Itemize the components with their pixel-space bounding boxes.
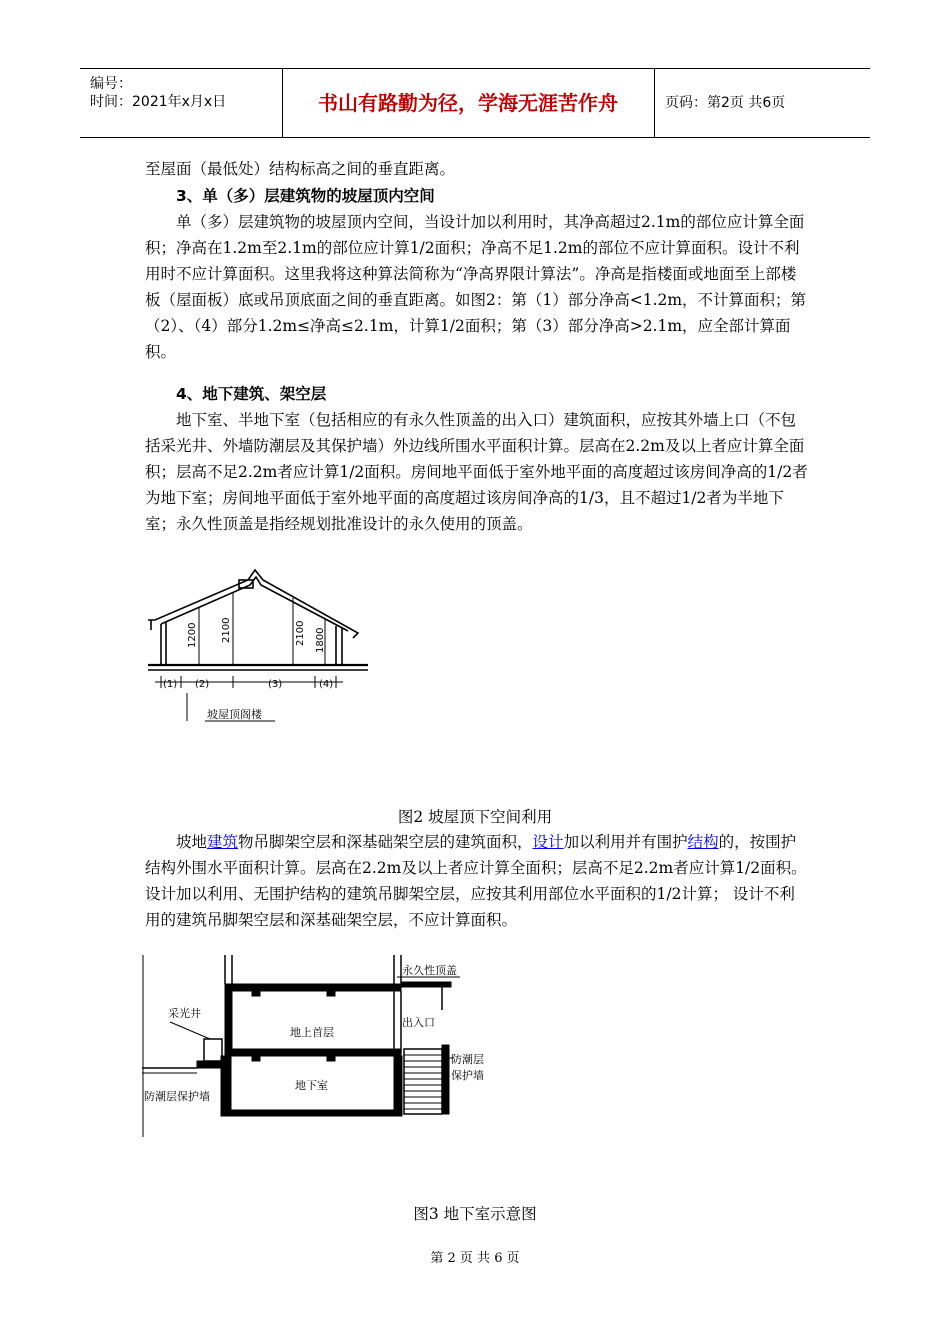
label-protective-wall: 保护墙 [451, 1069, 484, 1082]
para5-text-2: 物吊脚架空层和深基础架空层的建筑面积， [238, 833, 533, 851]
figure-3-caption: 图3 地下室示意图 [413, 1205, 537, 1223]
part-label-3: (3) [268, 679, 283, 690]
label-damp-layer: 防潮层 [451, 1053, 484, 1066]
paragraph-section-4: 地下室、半地下室（包括相应的有永久性顶盖的出入口）建筑面积，应按其外墙上口（不包括采光井、外墙防潮层及其保护墙）外边线所围水平面积计算。层高在2.2m及以上者应计算全面积；层高不足2.2m者应计算1/2面积。房间地平面低于室外地平面的高度超过该房间净高的1/2者为地下室；房间地平面低于室外地平面的高度超过该房间净高的1/3，且不超过1/2者为半地下室；永久性顶盖是指经规划批准设计的永久使用的顶盖。 [145, 411, 808, 533]
label-ground-floor: 地上首层 [290, 1026, 334, 1039]
number-label: 编号： [90, 76, 132, 92]
dim-label-2: 2100 [221, 617, 232, 643]
dim-label-3: 2100 [295, 620, 306, 646]
part-label-4: (4) [319, 679, 334, 690]
link-structure[interactable]: 结构 [687, 833, 719, 851]
figure-3-basement-diagram [142, 955, 502, 1137]
heading-section-3: 3、单（多）层建筑物的坡屋顶内空间 [176, 187, 435, 205]
link-building[interactable]: 建筑 [207, 833, 239, 851]
figure-2-sloped-roof-diagram [143, 558, 383, 728]
page-footer: 第 2 页 共 6 页 [430, 1251, 520, 1266]
label-basement: 地下室 [295, 1079, 328, 1092]
dim-label-1: 1200 [187, 622, 198, 648]
paragraph-section-3: 单（多）层建筑物的坡屋顶内空间，当设计加以利用时，其净高超过2.1m的部位应计算全面积；净高在1.2m至2.1m的部位应计算1/2面积；净高不足1.2m的部位不应计算面积。设计不利用时不应计算面积。这里我将这种算法简称为“净高界限计算法”。净高是指楼面或地面至上部楼板（屋面板）底或吊顶底面之间的垂直距离。如图2：第（1）部分净高<1.2m，不计算面积；第（2）、（4）部分1.2m≤净高≤2.1m，计算1/2面积；第（3）部分净高>2.1m，应全部计算面积。 [145, 213, 807, 361]
header-page-info: 页码：第2页 共6页 [665, 95, 786, 111]
date-label: 时间：2021年x月x日 [90, 94, 227, 110]
figure-2-label: 坡屋顶阁楼 [207, 708, 262, 721]
label-permanent-roof: 永久性顶盖 [402, 964, 457, 977]
label-skylight-well: 采光井 [168, 1007, 201, 1020]
para5-text-3: 加以利用并有围护 [563, 833, 688, 851]
dim-label-4: 1800 [315, 627, 326, 653]
part-label-1: (1) [163, 679, 178, 690]
page-header [80, 68, 870, 138]
paragraph-top: 至屋面（最低处）结构标高之间的垂直距离。 [145, 160, 456, 178]
para5-text-4: 的，按围护结构外围水平面积计算。层高在2.2m及以上者应计算全面积；层高不足2.2m者应计算1/2面积。设计加以利用、无围护结构的建筑吊脚架空层，应按其利用部位水平面积的1/2计算； 设计不利用的建筑吊脚架空层和深基础架空层，不应计算面积。 [145, 833, 807, 929]
part-label-2: (2) [195, 679, 210, 690]
header-motto: 书山有路勤为径，学海无涯苦作舟 [282, 69, 655, 137]
label-damp-protective-wall-left: 防潮层保护墙 [144, 1090, 210, 1103]
link-design[interactable]: 设计 [532, 833, 564, 851]
paragraph-section-5 [145, 829, 810, 933]
para5-text-1: 坡地 [176, 833, 208, 851]
label-entrance: 出入口 [402, 1016, 435, 1029]
figure-2-caption: 图2 坡屋顶下空间利用 [397, 808, 553, 826]
heading-section-4: 4、地下建筑、架空层 [176, 385, 327, 403]
header-meta [80, 69, 283, 137]
